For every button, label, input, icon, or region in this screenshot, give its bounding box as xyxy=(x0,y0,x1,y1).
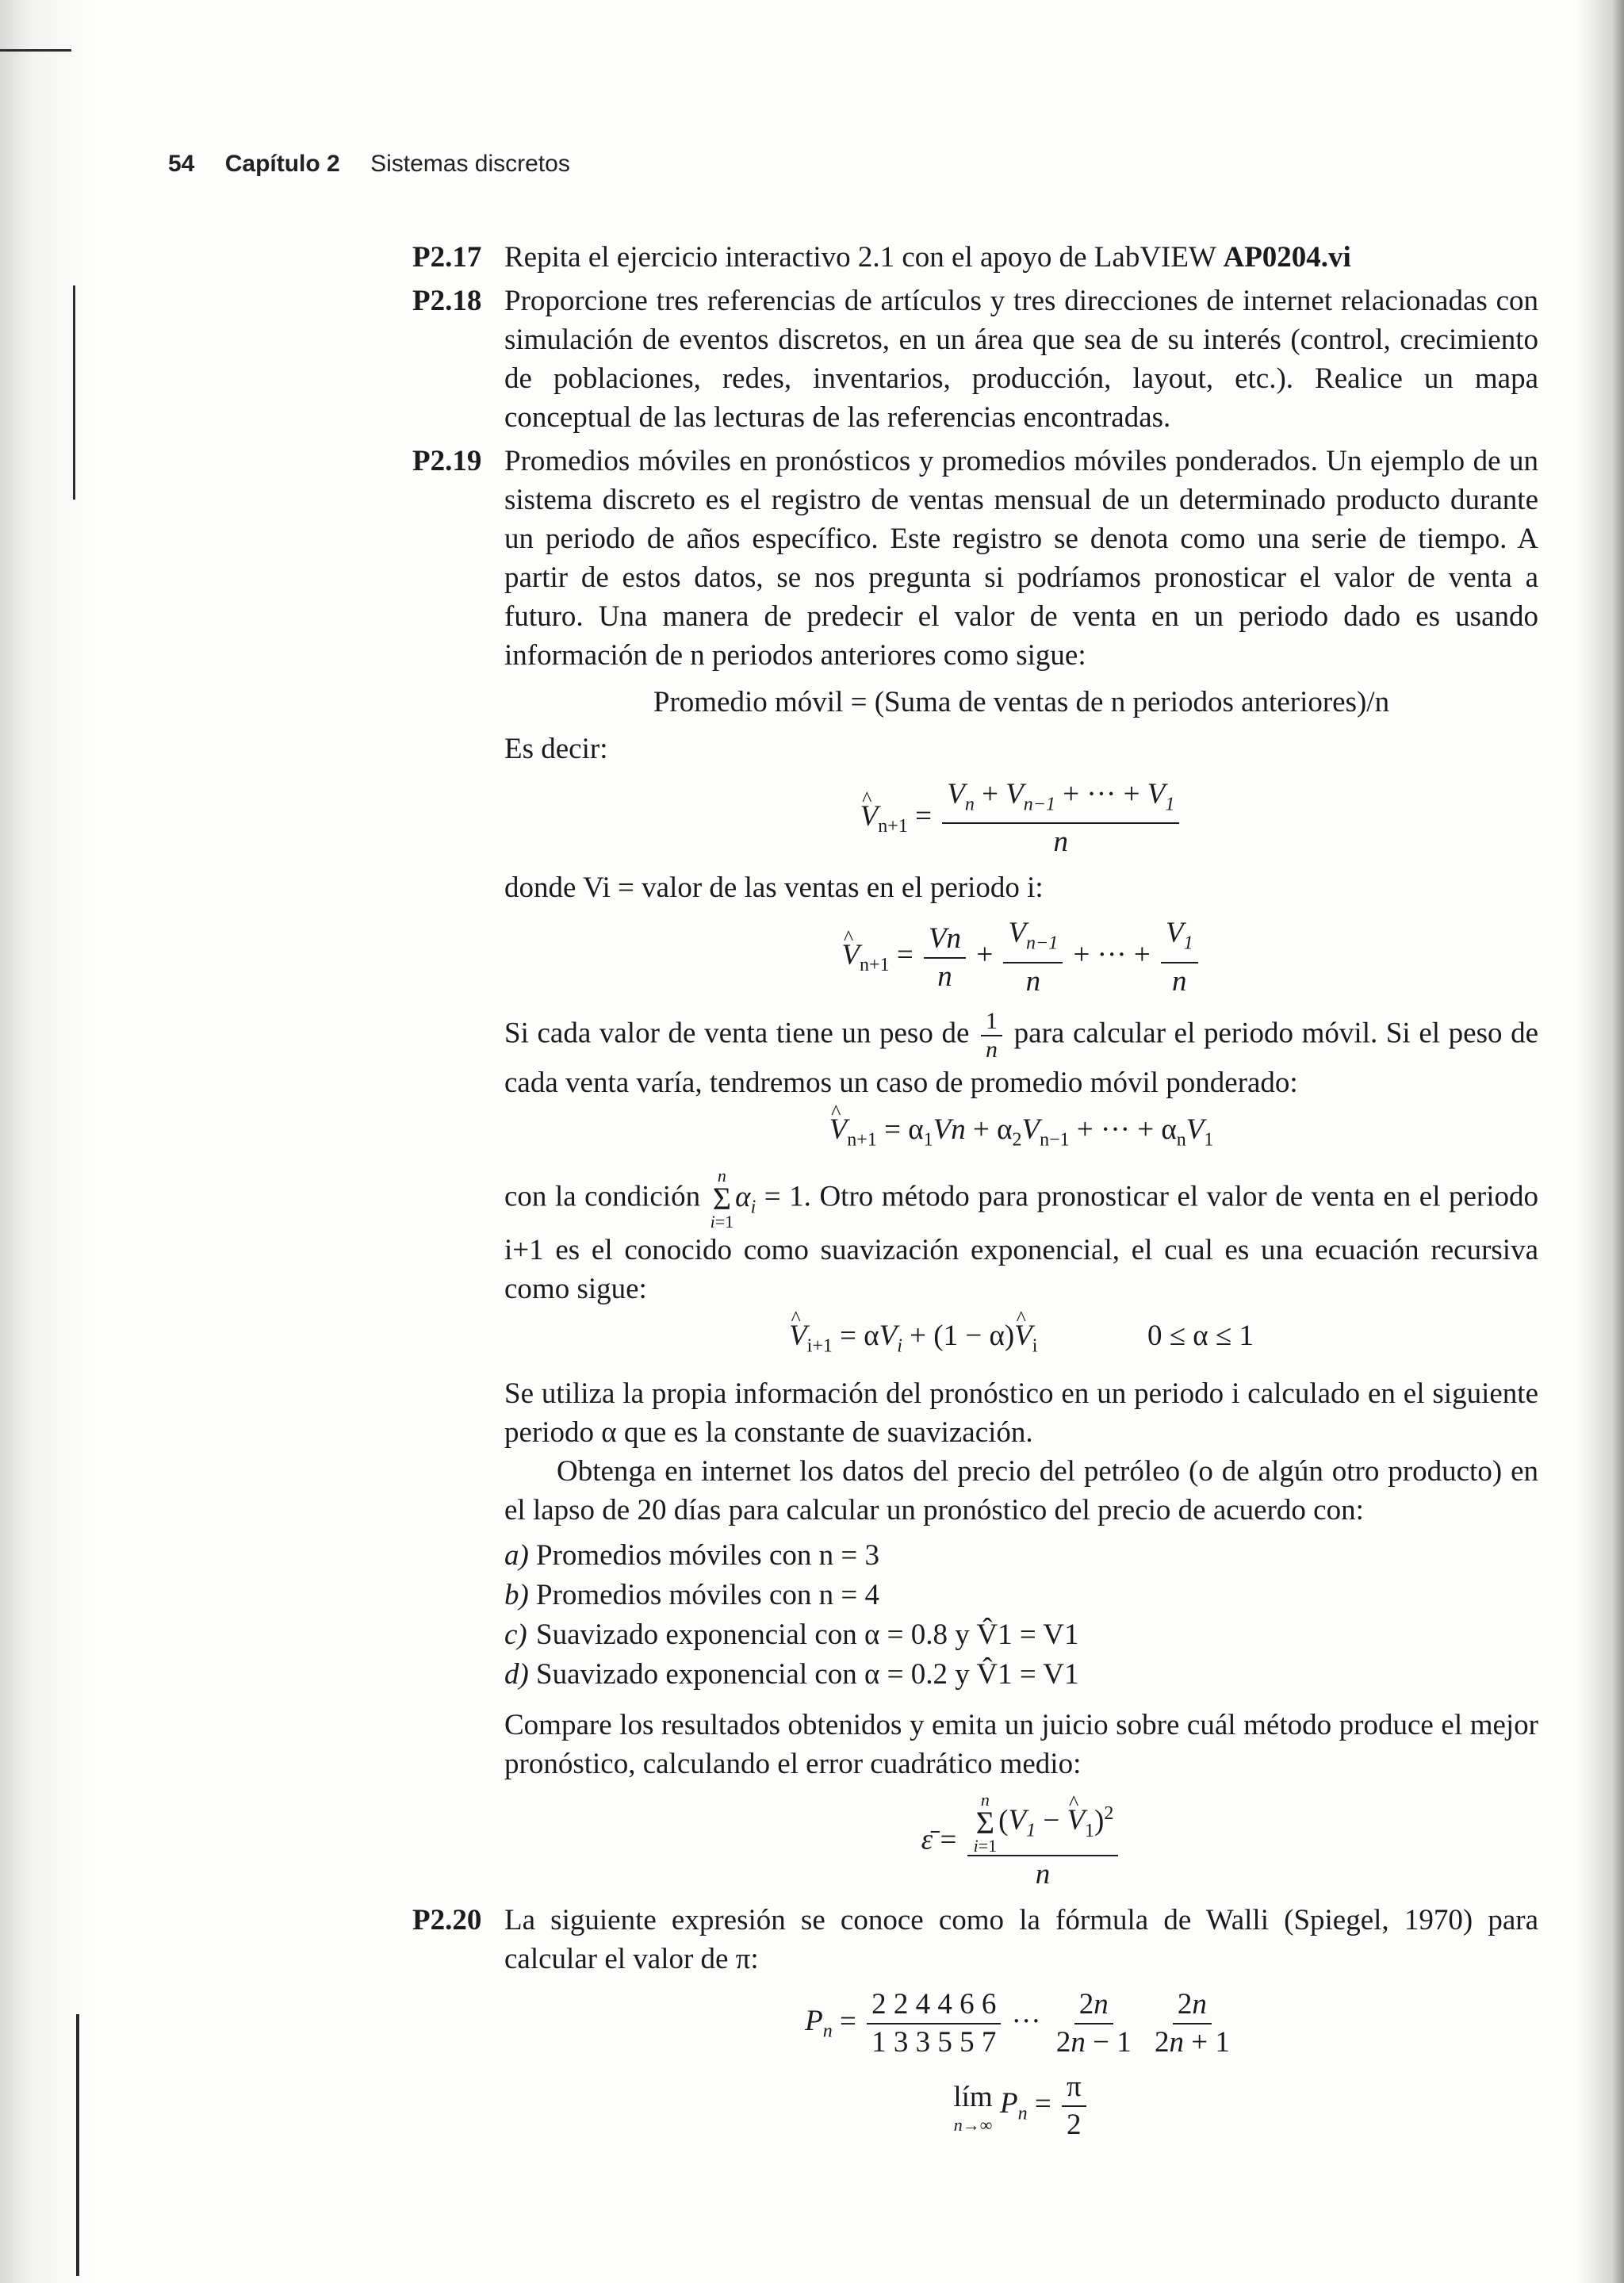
problem-number: P2.19 xyxy=(412,445,482,477)
condition-text: con la condición n Σ i=1 $\alpha_i = 1$. Otro método para pronosticar el valor de venta en el periodo i+1 es el conocido como suavización exponencial, el cual es una ecuación recursiva como sigue: xyxy=(504,1166,1539,1306)
compare-text: Compare los resultados obtenidos y emita un juicio sobre cuál método produce el mejor pronóstico, calculando el error cuadrático medio: xyxy=(504,1708,1538,1780)
scan-mark xyxy=(0,49,71,52)
weight-text: Si cada valor de venta tiene un peso de $\frac{1}{n}$ para calcular el periodo móvil. Si el peso de cada venta varía, tendremos un caso de promedio móvil ponderado: xyxy=(504,1007,1539,1099)
page-number: 54 xyxy=(168,151,195,177)
problem-p2-20 xyxy=(412,1901,1538,2143)
alpha-range: 0 ≤ α ≤ 1 xyxy=(1147,1320,1254,1353)
list-item: a) Promedios móviles con n = 3 xyxy=(504,1538,879,1572)
problem-p2-17 xyxy=(412,238,1538,277)
problem-text xyxy=(504,238,1538,277)
weight-text-a: Si cada valor de venta tiene un peso de xyxy=(504,1017,970,1050)
sum-symbol: n Σ i=1 xyxy=(710,1166,734,1232)
problem-intro: Promedios móviles en pronósticos y promedios móviles ponderados. Un ejemplo de un sistema discreto es el registro de ventas mensual de un determinado producto durante un periodo de años específico. Este registro se denota como una serie de tiempo. A partir de estos datos, se nos pregunta si podríamos pronosticar el valor de venta a futuro. Una manera de predecir el valor de venta en un periodo dado es usando información de n periodos anteriores como sigue: xyxy=(504,445,1538,672)
problem-number: P2.17 xyxy=(412,241,482,274)
fraction: $\frac{V_n + V_{n-1} + \cdot\cdot\cdot + V_1}{n}$ xyxy=(942,776,1179,860)
page-body xyxy=(412,238,1538,2151)
donde-text: donde Vi = valor de las ventas en el periodo i: xyxy=(504,871,1044,905)
list-item: b) Promedios móviles con n = 4 xyxy=(504,1578,879,1611)
after-exponential-text: Se utiliza la propia información del pronóstico en un periodo i calculado en el siguiente periodo α que es la constante de suavización. xyxy=(504,1377,1538,1449)
es-decir-text: Es decir: xyxy=(504,733,608,765)
problem-text: La siguiente expresión se conoce como la fórmula de Walli (Spiegel, 1970) para calcular el valor de π: xyxy=(504,1903,1538,1975)
condition-b: = 1. Otro método para pronosticar el valor de venta en el periodo xyxy=(764,1180,1539,1213)
problem-p2-19 xyxy=(412,442,1538,1893)
problem-number: P2.20 xyxy=(412,1903,482,1936)
fraction: $\frac{2 2 4 4 6 6}{1 3 3 5 5 7}$ xyxy=(867,1986,1001,2061)
problem-number: P2.18 xyxy=(412,285,482,317)
equation-limit: lím n→∞ $P_n$ = $\frac{\pi}{2}$ xyxy=(504,2069,1538,2143)
list-item: d) Suavizado exponencial con α = 0.2 y V̂1 = V1 xyxy=(504,1657,1079,1691)
denominator: n xyxy=(1053,825,1068,859)
scan-mark xyxy=(76,2014,79,2276)
chapter-label: Capítulo 2 xyxy=(224,151,340,177)
scan-shadow-right xyxy=(1576,0,1624,2283)
problem-text: Proporcione tres referencias de artículos y tres direcciones de internet relacionadas con simulación de eventos discretos, en un área que sea de su interés (control, crecimiento de poblaciones, redes, inventarios, producción, layout, etc.). Realice un mapa conceptual de las lecturas de las referencias encontradas. xyxy=(504,285,1538,434)
equation-mse: ε̄ = n Σ i=1 ($V_1$ − ^ $V_1)^2$ n xyxy=(504,1791,1538,1893)
obtenga-text: Obtenga en internet los datos del precio del petróleo (o de algún otro producto) en el lapso de 20 días para calcular un pronóstico del precio de acuerdo con: xyxy=(504,1454,1538,1526)
equation-expanded: ^ $V_{n+1}$ = $\frac{Vn}{n}$ + $\frac{V_{n-1}}{n}$ + ··· + $\frac{V_1}{n}$ xyxy=(504,915,1538,999)
running-header xyxy=(168,151,570,178)
condition-c: i+1 es el conocido como suavización exponencial, el cual es una ecuación recursiva como sigue: xyxy=(504,1234,1538,1306)
moving-average-formula: Promedio móvil = (Suma de ventas de n periodos anteriores)/n xyxy=(653,686,1390,718)
chapter-title: Sistemas discretos xyxy=(370,151,570,177)
weight-text-b: para calcular el periodo móvil. Si el peso de cada venta varía, tendremos un caso de promedio móvil ponderado: xyxy=(504,1017,1539,1099)
problem-p2-18 xyxy=(412,282,1538,437)
fraction: n Σ i=1 ($V_1$ − ^ $V_1)^2$ n xyxy=(967,1791,1119,1893)
denominator: n xyxy=(1035,1857,1051,1890)
options-list xyxy=(504,1536,1538,1695)
condition-a: con la condición xyxy=(504,1180,701,1213)
file-reference: AP0204.vi xyxy=(1223,241,1351,274)
equation-weighted: ^ $V_{n+1} = \alpha_1Vn + \alpha_2V_{n-1}$ + ··· + $\alpha_nV_1$ xyxy=(504,1110,1538,1159)
scan-shadow-left xyxy=(0,0,95,2283)
problem-statement: Repita el ejercicio interactivo 2.1 con el apoyo de LabVIEW xyxy=(504,241,1224,274)
scan-mark xyxy=(73,285,75,500)
equation-walli: $P_n$ = $\frac{2 2 4 4 6 6}{1 3 3 5 5 7}$ ··· $\frac{2n}{2n - 1}$ $\frac{2n}{2n + 1}$ xyxy=(504,1986,1538,2061)
list-item: c) Suavizado exponencial con α = 0.8 y V̂1 = V1 xyxy=(504,1618,1079,1651)
equation-exponential: ^ $V_{i+1} = \alpha V_i + (1$ − α)^ $V_i$ 0 ≤ α ≤ 1 xyxy=(504,1316,1538,1366)
equation-moving-average: ^ $V_{n+1}$ = $\frac{V_n + V_{n-1} + \cdot\cdot\cdot + V_1}{n}$ xyxy=(504,776,1538,860)
